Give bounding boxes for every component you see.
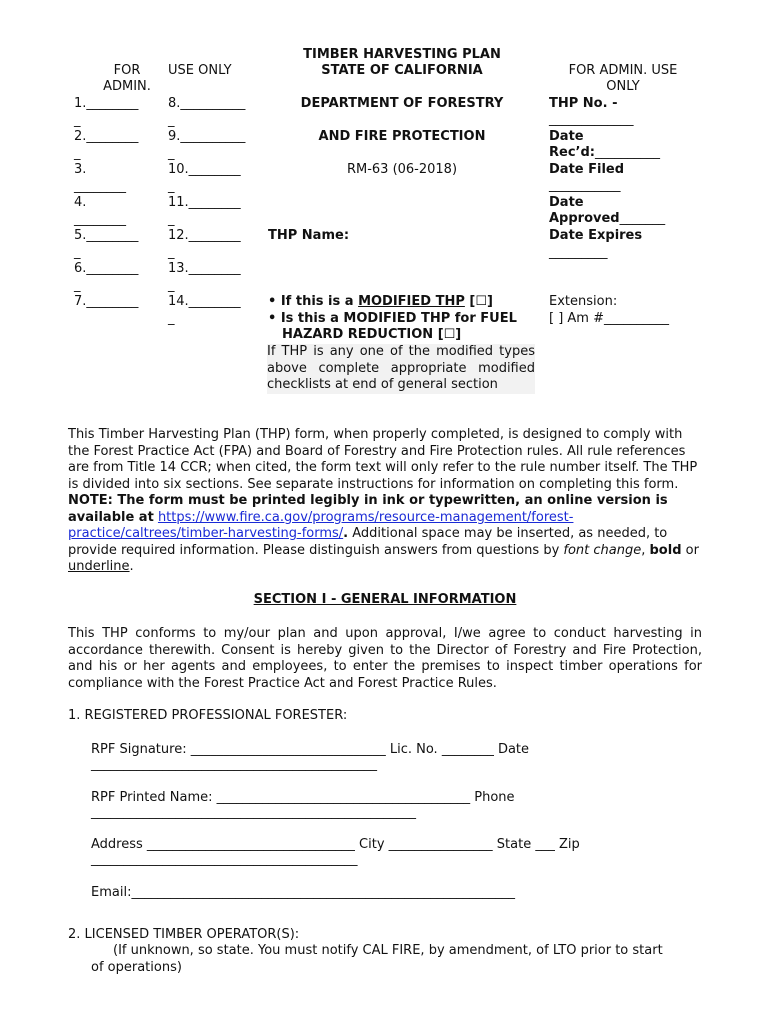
extension-label: Extension: bbox=[549, 294, 618, 309]
admin-field: _ bbox=[168, 211, 175, 227]
admin-field[interactable]: 12.________ bbox=[168, 228, 241, 243]
form-title: TIMBER HARVESTING PLAN bbox=[303, 47, 501, 62]
lto-note-line1: (If unknown, so state. You must notify CAL FIRE, by amendment, of LTO prior to start bbox=[113, 943, 663, 958]
date-recd-row: Rec’d:__________ bbox=[549, 145, 660, 160]
admin-field: ________ bbox=[74, 178, 126, 194]
admin-right-header2: ONLY bbox=[606, 79, 640, 94]
admin-field[interactable]: 9.__________ bbox=[168, 129, 246, 144]
rpf-phone-field[interactable]: __________________________________________________ bbox=[91, 805, 416, 820]
date-recd-field[interactable]: __________ bbox=[594, 145, 660, 160]
lto-section-label: 2. LICENSED TIMBER OPERATOR(S): bbox=[68, 927, 300, 942]
rpf-signature-field[interactable]: RPF Signature: ______________________________ Lic. No. ________ Date bbox=[91, 742, 530, 757]
date-expires-label: Date Expires bbox=[549, 228, 643, 243]
date-recd-label: Date bbox=[549, 129, 584, 144]
rpf-printed-name-field[interactable]: RPF Printed Name: _______________________________________ Phone bbox=[91, 790, 515, 805]
admin-field[interactable]: 8.__________ bbox=[168, 96, 246, 111]
thp-name-label: THP Name: bbox=[268, 228, 350, 243]
admin-right-header: FOR ADMIN. USE bbox=[568, 63, 678, 78]
admin-left-header-for: FOR bbox=[113, 63, 141, 78]
admin-field: ________ bbox=[74, 211, 126, 227]
date-filed-label: Date Filed bbox=[549, 162, 625, 177]
rpf-email-field[interactable]: Email:___________________________________________________________ bbox=[91, 885, 515, 900]
fuel-hazard-question-line2[interactable]: HAZARD REDUCTION [☐] bbox=[282, 327, 462, 342]
admin-field[interactable]: 5.________ bbox=[74, 228, 139, 243]
thp-number-label: THP No. - bbox=[549, 96, 618, 111]
admin-left-header-use-only: USE ONLY bbox=[168, 63, 232, 78]
admin-field: _ bbox=[168, 277, 175, 293]
admin-field[interactable]: 11.________ bbox=[168, 195, 241, 210]
admin-field: _ bbox=[168, 145, 175, 161]
admin-field[interactable]: 2.________ bbox=[74, 129, 139, 144]
department-line1: DEPARTMENT OF FORESTRY bbox=[300, 96, 504, 111]
consent-paragraph: This THP conforms to my/our plan and upon approval, I/we agree to conduct harvesting in accordance therewith. Consent is hereby given to the Director of Forestry and Fire Protection, and his or her agents and employees, to enter the premises to inspect timber operations for compliance with the Forest Practice Act and Forest Practice Rules. bbox=[68, 626, 702, 691]
intro-paragraph: This Timber Harvesting Plan (THP) form, when properly completed, is designed to comply with the Forest Practice Act (FPA) and Board of Forestry and Fire Protection rules. All rule references are from Title 14 CCR; when cited, the form text will only refer to the rule number itself. The THP is divided into six sections. See separate instructions for information on completing this form. NOTE: The form must be printed legibly in ink or typewritten, an online version is available at https://www.fire.ca.gov/programs/resource-management/forest-practice/caltrees/timber-harvesting-forms/. Additional space may be inserted, as needed, to provide required information. Please distinguish answers from questions by font change, bold or underline. bbox=[68, 427, 699, 574]
admin-left-col2 bbox=[168, 96, 245, 327]
rpf-address-field[interactable]: Address ________________________________ City ________________ State ___ Zip bbox=[91, 837, 580, 852]
admin-field[interactable]: 14.________ bbox=[168, 294, 241, 309]
admin-field: _ bbox=[74, 277, 81, 293]
admin-field[interactable]: 1.________ bbox=[74, 96, 139, 111]
admin-field[interactable]: 4. bbox=[74, 195, 87, 210]
admin-field: _ bbox=[74, 145, 81, 161]
admin-field[interactable]: 7.________ bbox=[74, 294, 139, 309]
rpf-section-label: 1. REGISTERED PROFESSIONAL FORESTER: bbox=[68, 708, 348, 723]
form-number: RM-63 (06-2018) bbox=[346, 162, 458, 177]
admin-field[interactable]: 10.________ bbox=[168, 162, 241, 177]
admin-field: _ bbox=[168, 178, 175, 194]
online-form-link[interactable]: https://www.fire.ca.gov/programs/resource-management/forest-practice/caltrees/timber-harvesting-forms/ bbox=[68, 509, 574, 541]
date-approved-row: Approved_______ bbox=[549, 211, 666, 226]
amendment-field[interactable]: [ ] Am #__________ bbox=[549, 311, 669, 326]
admin-field: _ bbox=[168, 112, 175, 128]
admin-field: _ bbox=[74, 244, 81, 260]
admin-field: _ bbox=[74, 112, 81, 128]
admin-field: _ bbox=[168, 244, 175, 260]
fuel-hazard-question-line1: • Is this a MODIFIED THP for FUEL bbox=[268, 311, 517, 326]
admin-field[interactable]: 6.________ bbox=[74, 261, 139, 276]
admin-field[interactable]: 3. bbox=[74, 162, 87, 177]
admin-field: _ bbox=[168, 310, 175, 326]
date-approved-label: Date bbox=[549, 195, 584, 210]
department-line2: AND FIRE PROTECTION bbox=[318, 129, 486, 144]
form-state: STATE OF CALIFORNIA bbox=[321, 63, 483, 78]
modified-thp-question: • If this is a MODIFIED THP [☐] bbox=[268, 294, 493, 309]
admin-left-col1 bbox=[74, 96, 138, 311]
rpf-date-field[interactable]: ____________________________________________ bbox=[91, 757, 377, 772]
date-filed-field[interactable]: ___________ bbox=[549, 178, 621, 193]
section-heading: SECTION I - GENERAL INFORMATION bbox=[253, 592, 517, 607]
admin-left-header-admin: ADMIN. bbox=[103, 79, 151, 94]
modified-thp-checkbox[interactable]: [☐] bbox=[464, 294, 493, 309]
date-approved-field[interactable]: _______ bbox=[619, 211, 666, 226]
admin-field[interactable]: 13.________ bbox=[168, 261, 241, 276]
date-expires-field[interactable]: _________ bbox=[549, 245, 608, 260]
thp-number-field[interactable]: _____________ bbox=[549, 112, 634, 127]
rpf-zip-field[interactable]: _________________________________________ bbox=[91, 852, 358, 867]
lto-note-line2: of operations) bbox=[91, 960, 182, 975]
modified-note: If THP is any one of the modified types above complete appropriate modified checklists at end of general section bbox=[267, 344, 535, 392]
